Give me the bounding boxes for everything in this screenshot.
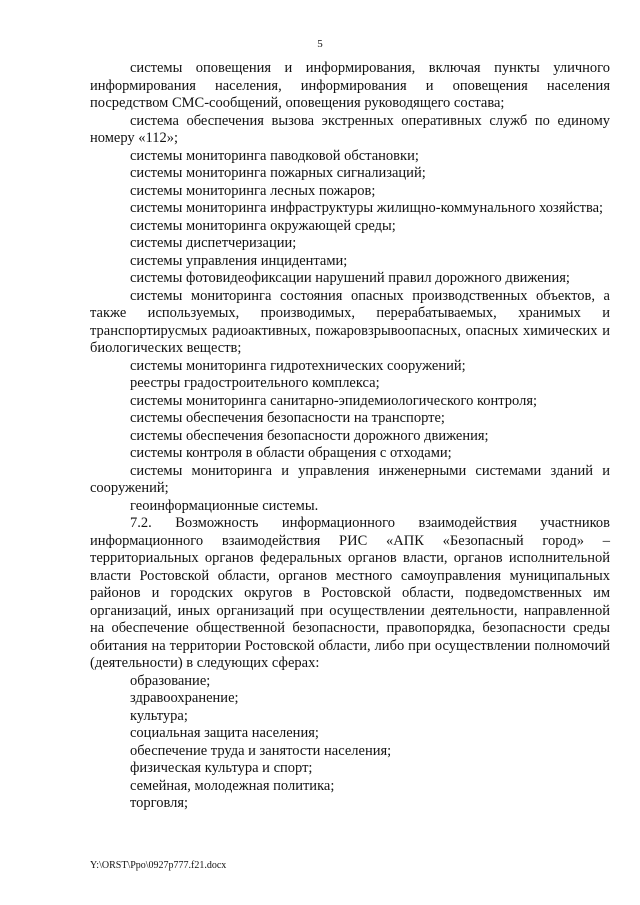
paragraph-15: системы обеспечения безопасности на транспорте; — [130, 410, 445, 426]
paragraph-3: системы мониторинга паводковой обстановки; — [130, 147, 419, 164]
paragraph-2: система обеспечения вызова экстренных оперативных служб по единому номеру «112»; — [90, 112, 610, 146]
paragraph-14: системы мониторинга санитарно-эпидемиологического контроля; — [130, 392, 538, 409]
paragraph-7: системы мониторинга окружающей среды; — [130, 217, 396, 234]
paragraph-8: системы диспетчеризации; — [130, 235, 297, 251]
paragraph-20: 7.2. Возможность информационного взаимодействия участников информационного взаимодействия РИС «АПК «Безопасный город» – территориальных органов федеральных органов власти, органов исполнительной власти Ростовской области, органов местного самоуправления муниципальных районов и городских округов в Ростовской области, подведомственных им организаций, иных организаций при осуществлении деятельности, направленной на обеспечение общественной безопасности, правопорядка, безопасности среды обитания на территории Ростовской области, либо при осуществлении полномочий (деятельности) в следующих сферах: — [90, 515, 610, 671]
paragraph-16: системы обеспечения безопасности дорожного движения; — [130, 427, 489, 444]
paragraph-6: системы мониторинга инфраструктуры жилищно-коммунального хозяйства; — [130, 200, 604, 216]
paragraph-27: семейная, молодежная политика; — [130, 777, 335, 794]
paragraph-28: торговля; — [130, 795, 189, 811]
paragraph-21: образование; — [130, 672, 211, 689]
paragraph-13: реестры градостроительного комплекса; — [130, 375, 380, 391]
paragraph-11: системы мониторинга состояния опасных производственных объектов, а также используемых, производимых, перерабатываемых, хранимых и транспортирусмых радиоактивных, пожаровзрывоопасных, опасных химических и биологических веществ; — [90, 287, 610, 356]
file-path-footer: Y:\ORST\Ppo\0927p777.f21.docx — [90, 860, 227, 871]
paragraph-18: системы мониторинга и управления инженерными системами зданий и сооружений; — [90, 462, 610, 496]
paragraph-12: системы мониторинга гидротехнических сооружений; — [130, 357, 466, 374]
paragraph-19: геоинформационные системы. — [130, 497, 319, 514]
paragraph-1: системы оповещения и информирования, включая пункты уличного информирования населения, информирования и оповещения населения посредством СМС-сообщений, оповещения руководящего состава; — [90, 60, 610, 111]
paragraph-26: физическая культура и спорт; — [130, 760, 313, 776]
document-body — [90, 60, 610, 813]
paragraph-9: системы управления инцидентами; — [130, 252, 348, 269]
paragraph-5: системы мониторинга лесных пожаров; — [130, 182, 376, 199]
page-number: 5 — [317, 38, 323, 50]
paragraph-10: системы фотовидеофиксации нарушений правил дорожного движения; — [130, 270, 570, 286]
paragraph-24: социальная защита населения; — [130, 725, 319, 741]
paragraph-25: обеспечение труда и занятости населения; — [130, 742, 392, 759]
paragraph-4: системы мониторинга пожарных сигнализаций; — [130, 165, 426, 181]
paragraph-22: здравоохранение; — [130, 690, 239, 706]
paragraph-23: культура; — [130, 707, 188, 724]
paragraph-17: системы контроля в области обращения с отходами; — [130, 445, 452, 461]
